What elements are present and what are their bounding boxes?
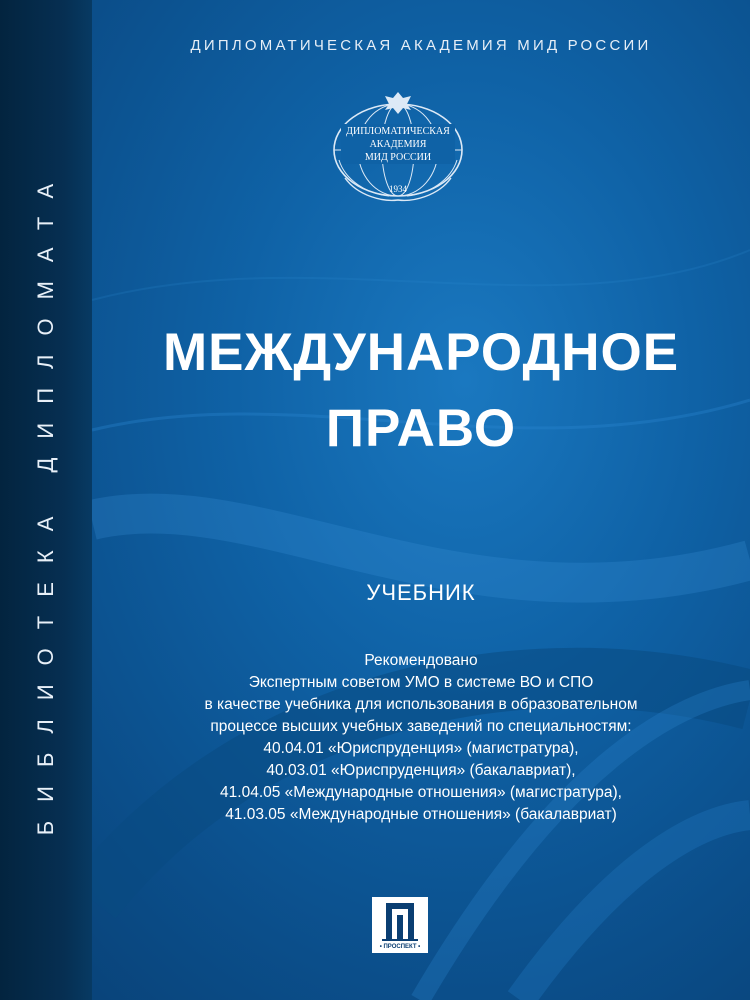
- spine-band: [0, 0, 92, 1000]
- emblem-line-3: МИД РОССИИ: [364, 152, 432, 163]
- book-title: [92, 315, 750, 467]
- recommendation-line: 40.04.01 «Юриспруденция» (магистратура),: [263, 740, 579, 757]
- recommendation-line: в качестве учебника для использования в образовательном: [204, 696, 638, 713]
- recommendation-line: Экспертным советом УМО в системе ВО и СПО: [248, 674, 594, 691]
- academy-name: ДИПЛОМАТИЧЕСКАЯ АКАДЕМИЯ МИД РОССИИ: [190, 37, 652, 54]
- recommendation-line: 40.03.01 «Юриспруденция» (бакалавриат),: [266, 762, 576, 779]
- eagle-icon: [385, 92, 411, 114]
- title-line-1: МЕЖДУНАРОДНОЕ: [162, 323, 680, 382]
- publisher-logo: [372, 897, 428, 953]
- publisher-name: • ПРОСПЕКТ •: [379, 944, 421, 950]
- recommendation-line: 41.03.05 «Международные отношения» (бакалавриат): [225, 806, 617, 823]
- recommendation-line: Рекомендовано: [364, 652, 478, 669]
- academy-emblem: [323, 88, 473, 208]
- title-line-2: ПРАВО: [325, 399, 517, 458]
- book-type: УЧЕБНИК: [366, 580, 476, 605]
- recommendation-line: 41.04.05 «Международные отношения» (магистратура),: [220, 784, 622, 801]
- recommendation-line: процессе высших учебных заведений по специальностям:: [210, 718, 632, 735]
- series-title: БИБЛИОТЕКА ДИПЛОМАТА: [33, 164, 58, 836]
- emblem-line-2: АКАДЕМИЯ: [369, 139, 427, 150]
- emblem-line-1: ДИПЛОМАТИЧЕСКАЯ: [346, 126, 450, 137]
- emblem-year: 1934: [389, 184, 407, 194]
- recommendation-block: [92, 650, 750, 826]
